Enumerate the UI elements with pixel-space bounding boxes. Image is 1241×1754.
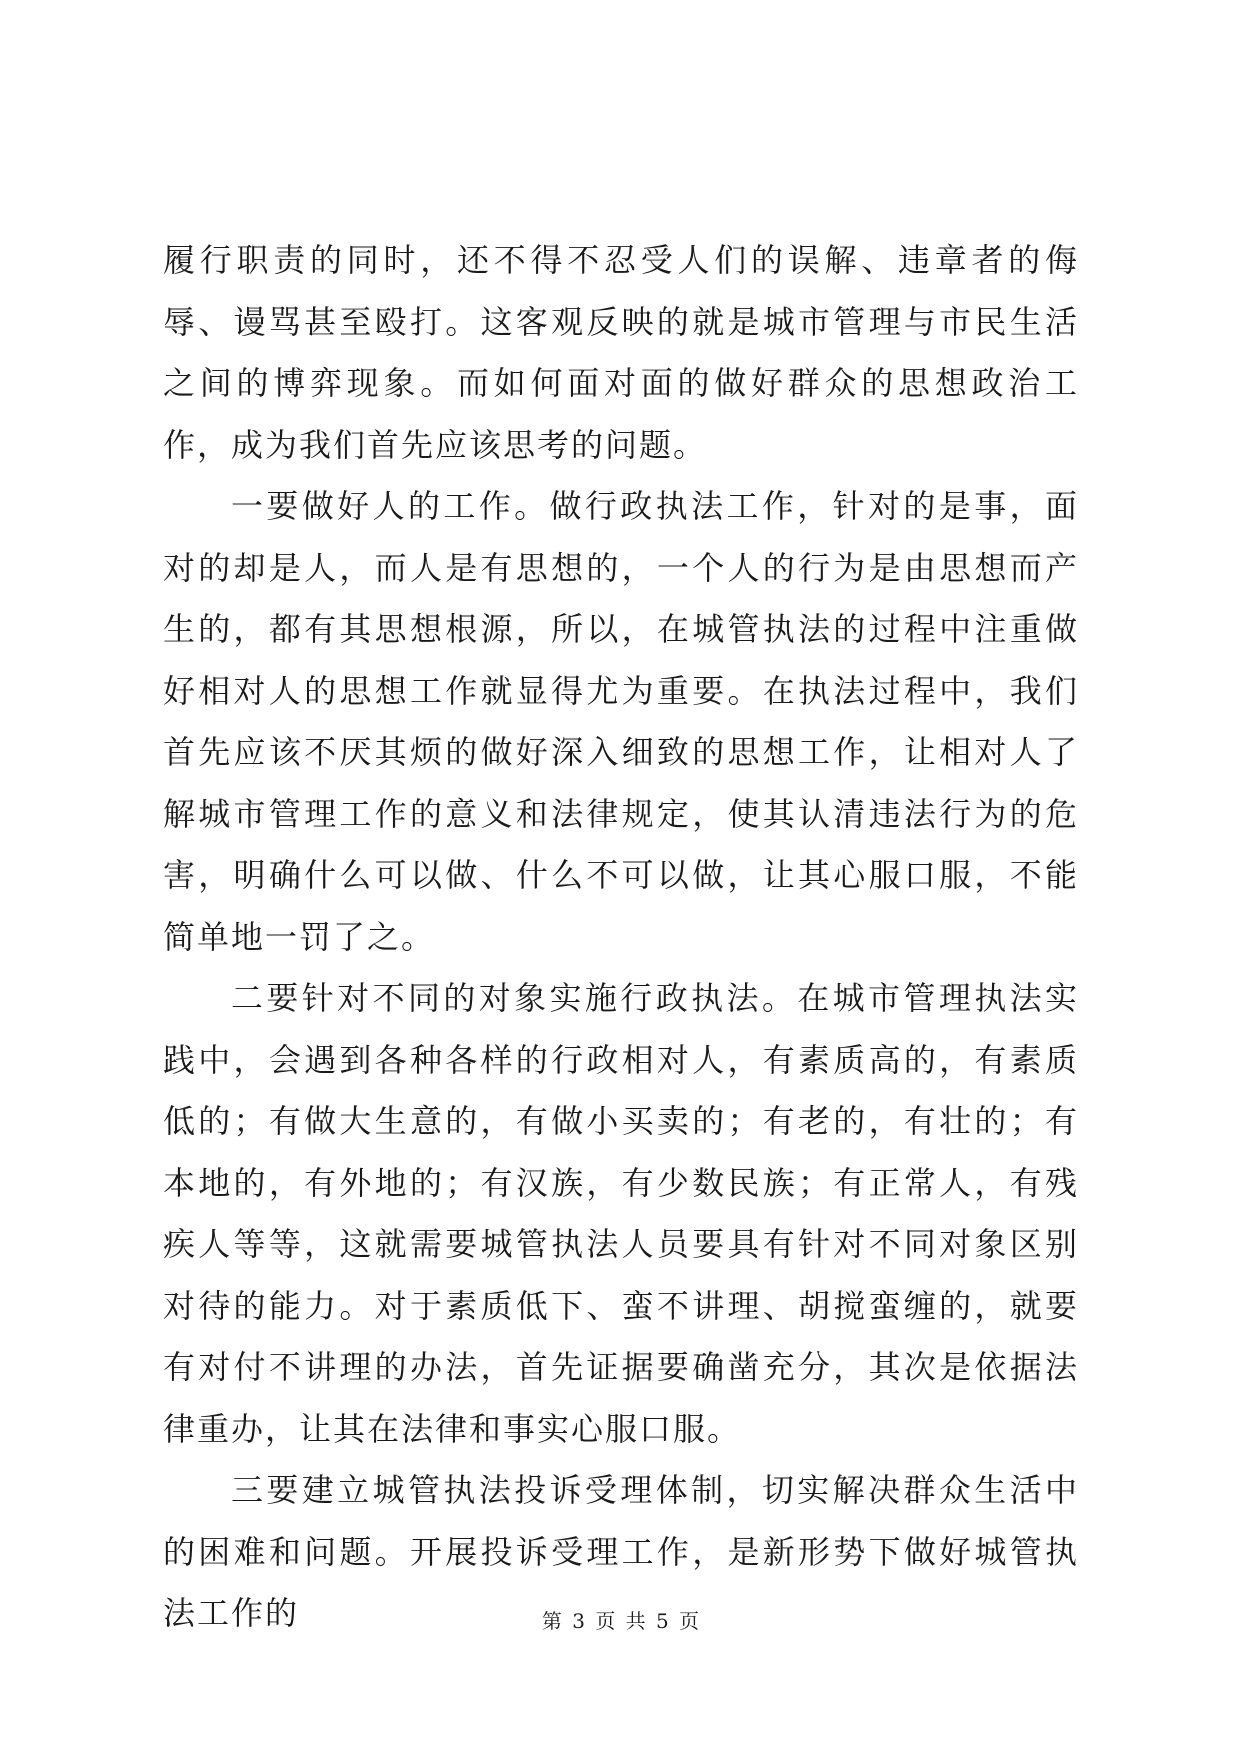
paragraph-continuation: 履行职责的同时，还不得不忍受人们的误解、违章者的侮辱、谩骂甚至殴打。这客观反映的就是城市管理与市民生活之间的博弈现象。而如何面对面的做好群众的思想政治工作，成为我们首先应该思考的问题。: [163, 241, 1079, 464]
paragraph-point-two: 二要针对不同的对象实施行政执法。在城市管理执法实践中，会遇到各种各样的行政相对人，有素质高的，有素质低的；有做大生意的，有做小买卖的；有老的，有壮的；有本地的，有外地的；有汉族，有少数民族；有正常人，有残疾人等等，这就需要城管执法人员要具有针对不同对象区别对待的能力。对于素质低下、蛮不讲理、胡搅蛮缠的，就要有对付不讲理的办法，首先证据要确凿充分，其次是依据法律重办，让其在法律和事实心服口服。: [163, 979, 1079, 1448]
document-body: [163, 230, 1079, 1645]
paragraph-point-one: 一要做好人的工作。做行政执法工作，针对的是事，面对的却是人，而人是有思想的，一个人的行为是由思想而产生的，都有其思想根源，所以，在城管执法的过程中注重做好相对人的思想工作就显得尤为重要。在执法过程中，我们首先应该不厌其烦的做好深入细致的思想工作，让相对人了解城市管理工作的意义和法律规定，使其认清违法行为的危害，明确什么可以做、什么不可以做，让其心服口服，不能简单地一罚了之。: [163, 487, 1079, 956]
page-number-footer: 第 3 页 共 5 页: [541, 1609, 700, 1633]
paragraph-point-three: 三要建立城管执法投诉受理体制，切实解决群众生活中的困难和问题。开展投诉受理工作，是新形势下做好城管执法工作的: [163, 1471, 1079, 1632]
